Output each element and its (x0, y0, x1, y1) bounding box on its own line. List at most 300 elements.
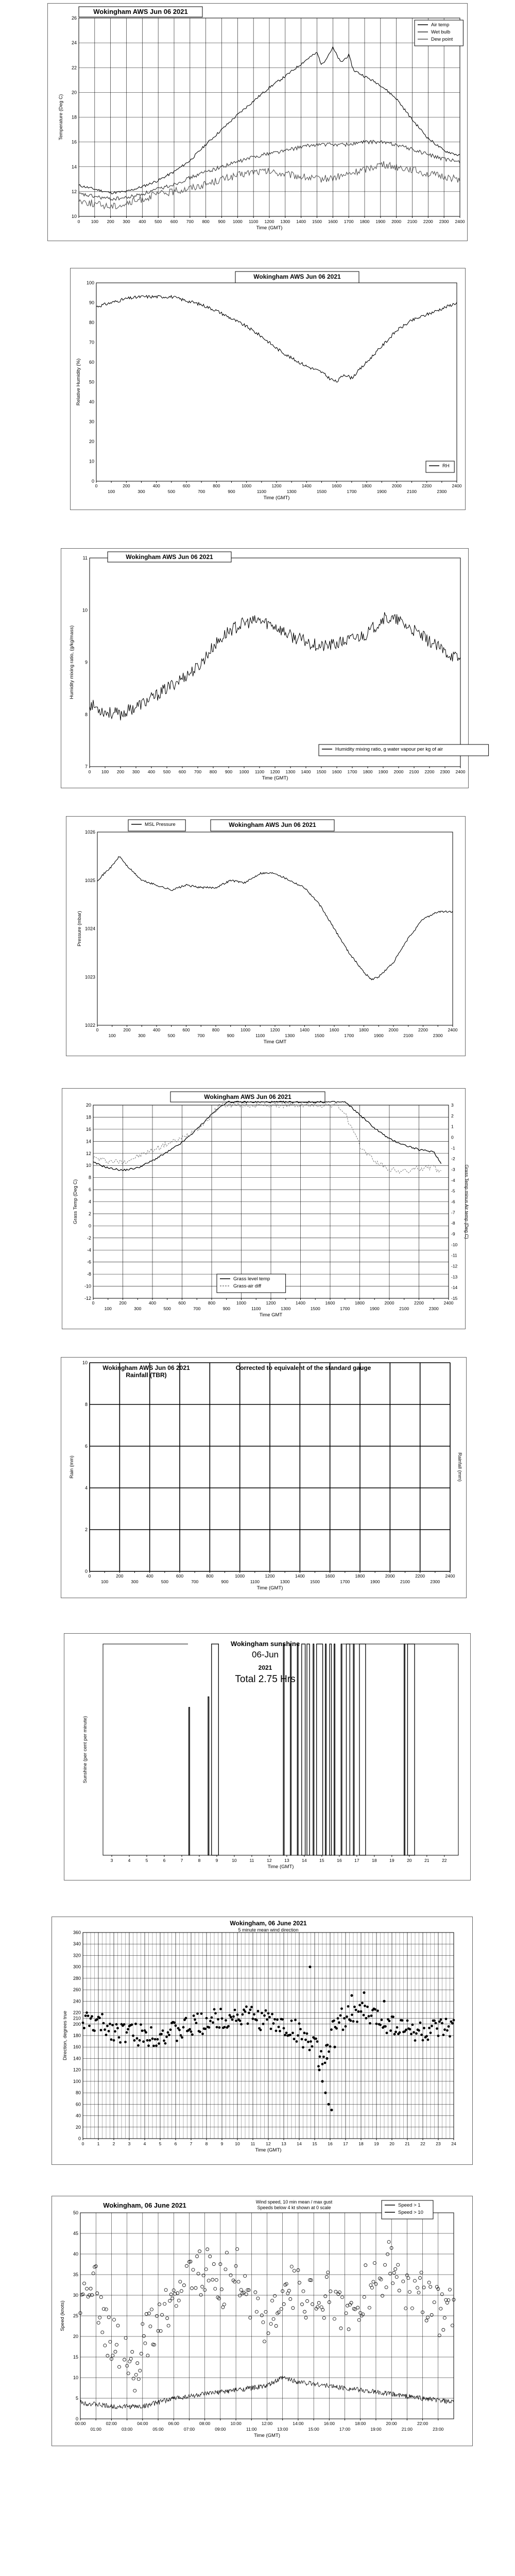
direction-point (401, 2019, 404, 2022)
direction-point (361, 2002, 364, 2004)
direction-point (405, 2028, 407, 2031)
y-tick-label: 1026 (84, 829, 95, 835)
direction-point (369, 2022, 371, 2025)
x-tick-label: 1100 (255, 1033, 265, 1038)
y-tick-label: 50 (89, 379, 94, 385)
y2-tick-label: -5 (451, 1188, 455, 1194)
y-tick-label: 210 (73, 2015, 81, 2021)
rainfall-chart (61, 1357, 467, 1598)
direction-point (260, 2029, 262, 2031)
direction-point (265, 2009, 267, 2012)
x-tick-label: 300 (131, 1579, 139, 1584)
x-tick-label: 1000 (232, 219, 243, 224)
direction-point (433, 2020, 436, 2022)
direction-point (290, 2020, 293, 2022)
x-tick-label: 17 (354, 1858, 359, 1863)
direction-point (140, 2023, 142, 2026)
x-tick-label: 8 (198, 1858, 201, 1863)
direction-point (101, 2013, 104, 2015)
x-tick-label: 400 (139, 219, 146, 224)
x-tick-label: 1100 (256, 489, 266, 494)
direction-point (111, 2024, 114, 2026)
x-tick-label: 0 (77, 219, 80, 224)
x-tick-label: 16:00 (323, 2421, 335, 2426)
direction-point (139, 2039, 141, 2042)
direction-point (270, 2028, 272, 2030)
direction-point (165, 2036, 168, 2038)
direction-point (249, 2009, 252, 2011)
direction-point (352, 2020, 355, 2023)
direction-point (430, 2031, 432, 2034)
x-tick-label: 300 (134, 1306, 142, 1311)
x-tick-label: 14 (297, 2141, 302, 2146)
x-tick-label: 1700 (340, 1306, 350, 1311)
direction-point (306, 2032, 308, 2035)
x-tick-label: 2100 (407, 489, 417, 494)
direction-point (436, 2027, 438, 2030)
chart-subtitle: Rainfall (TBR) (126, 1371, 167, 1379)
y-tick-label: 12 (71, 189, 77, 194)
chart-total: Total 2.75 Hrs (235, 1674, 296, 1685)
legend-label: MSL Pressure (145, 822, 176, 827)
direction-point (199, 2030, 201, 2033)
direction-point (268, 2016, 271, 2019)
direction-point (253, 2013, 255, 2015)
y-tick-label: 14 (71, 164, 77, 170)
x-tick-label: 12 (266, 2141, 271, 2146)
y2-tick-label: -3 (451, 1167, 455, 1172)
direction-point (328, 2050, 330, 2053)
x-tick-label: 21 (424, 1858, 430, 1863)
direction-point (388, 2020, 391, 2022)
direction-point (327, 2103, 330, 2106)
direction-point (438, 2021, 441, 2023)
x-tick-label: 16 (328, 2141, 333, 2146)
x-axis-label: Time (GMT) (263, 495, 290, 501)
direction-point (181, 2036, 183, 2039)
x-tick-label: 1400 (296, 219, 306, 224)
y-tick-label: 8 (84, 711, 88, 717)
x-tick-label: 2300 (439, 219, 449, 224)
direction-point (155, 2044, 158, 2047)
direction-point (337, 2017, 339, 2020)
y-tick-label: 60 (75, 2102, 81, 2107)
x-tick-label: 1500 (314, 1033, 324, 1038)
x-tick-label: 2300 (440, 769, 450, 774)
y-tick-label: 70 (89, 340, 94, 345)
direction-point (108, 2030, 110, 2032)
x-tick-label: 7 (180, 1858, 183, 1863)
y-tick-label: 20 (75, 2124, 81, 2130)
direction-point (141, 2029, 144, 2032)
x-tick-label: 18 (358, 2141, 364, 2146)
x-tick-label: 600 (176, 1573, 184, 1579)
direction-point (289, 2033, 291, 2036)
direction-point (381, 2019, 383, 2021)
direction-point (298, 2022, 301, 2025)
x-tick-label: 2100 (407, 219, 417, 224)
direction-point (383, 2000, 385, 2003)
direction-point (301, 2038, 303, 2041)
y-tick-label: 1025 (84, 877, 95, 883)
y-tick-label: 100 (73, 2078, 81, 2084)
x-axis-label: Time GMT (259, 1312, 283, 1318)
x-tick-label: 1700 (347, 769, 357, 774)
x-tick-label: 500 (154, 219, 162, 224)
y-tick-label: 10 (71, 214, 77, 219)
direction-point (160, 2033, 163, 2036)
direction-point (276, 2019, 279, 2021)
direction-point (320, 2050, 322, 2053)
x-tick-label: 0 (88, 769, 91, 774)
x-tick-label: 1600 (332, 769, 342, 774)
chart-title: Wokingham AWS Jun 06 2021 (253, 273, 341, 280)
y-tick-label: 24 (71, 40, 77, 46)
x-axis-label: Time (GMT) (254, 2433, 280, 2438)
direction-point (162, 2029, 164, 2032)
direction-point (319, 2055, 321, 2058)
direction-point (240, 2023, 243, 2026)
direction-point (316, 2040, 319, 2043)
direction-point (133, 2039, 136, 2042)
y-tick-label: 7 (84, 764, 88, 769)
direction-point (419, 2022, 422, 2024)
direction-point (317, 2065, 320, 2067)
direction-point (302, 2046, 304, 2048)
direction-point (105, 2033, 108, 2036)
x-tick-label: 2200 (414, 1300, 424, 1306)
direction-point (180, 2034, 182, 2037)
direction-point (209, 2020, 212, 2022)
direction-point (235, 2020, 237, 2022)
x-tick-label: 11 (249, 1858, 254, 1863)
wind-direction-chart-svg (52, 1917, 473, 2165)
y-tick-label: 120 (73, 2067, 81, 2073)
direction-point (340, 2007, 343, 2010)
x-tick-label: 14:00 (293, 2421, 304, 2426)
direction-point (351, 2013, 353, 2016)
chart-annotation: Corrected to equivalent of the standard gauge (235, 1364, 371, 1371)
temperature-chart (47, 3, 468, 241)
x-tick-label: 18:00 (355, 2421, 366, 2426)
x-tick-label: 9 (215, 1858, 218, 1863)
direction-point (358, 2004, 361, 2006)
x-tick-label: 700 (191, 1579, 199, 1584)
x-tick-label: 6 (174, 2141, 177, 2146)
direction-point (216, 2026, 218, 2028)
direction-point (150, 2026, 152, 2029)
x-tick-label: 2400 (448, 1027, 458, 1032)
direction-point (396, 2026, 399, 2029)
direction-point (225, 2019, 227, 2022)
direction-point (315, 2038, 317, 2040)
direction-point (330, 2028, 333, 2031)
x-tick-label: 300 (138, 1033, 146, 1038)
x-tick-label: 3 (128, 2141, 131, 2146)
direction-point (87, 2014, 90, 2017)
direction-point (245, 2006, 248, 2008)
direction-point (132, 2035, 134, 2037)
sunshine-chart-svg (64, 1634, 471, 1881)
direction-point (350, 2020, 352, 2022)
x-tick-label: 600 (178, 769, 186, 774)
y-tick-label: 2 (84, 1527, 88, 1532)
x-tick-label: 400 (147, 769, 156, 774)
y-tick-label: 160 (73, 2044, 81, 2050)
x-tick-label: 300 (132, 769, 140, 774)
x-tick-label: 13 (284, 1858, 289, 1863)
y-tick-label: 16 (71, 139, 77, 145)
y-axis-label: Temperature (Deg C) (58, 94, 64, 141)
y-tick-label: 4 (88, 1199, 91, 1205)
y-tick-label: 80 (75, 2090, 81, 2096)
direction-point (374, 2008, 376, 2011)
direction-point (168, 2033, 170, 2036)
x-tick-label: 22 (442, 1858, 447, 1863)
y-tick-label: -10 (84, 1283, 91, 1289)
x-tick-label: 700 (194, 769, 202, 774)
x-tick-label: 700 (197, 1033, 205, 1038)
direction-point (218, 2026, 221, 2029)
direction-point (420, 2033, 423, 2036)
direction-point (425, 2035, 428, 2038)
direction-point (322, 2056, 325, 2058)
x-tick-label: 1800 (362, 483, 372, 488)
direction-point (88, 2025, 91, 2027)
direction-point (310, 2040, 312, 2043)
x-tick-label: 600 (182, 1027, 190, 1032)
direction-point (123, 2023, 126, 2026)
direction-point (368, 2015, 370, 2018)
x-tick-label: 11:00 (246, 2427, 257, 2432)
x-tick-label: 24 (451, 2141, 456, 2146)
humidity-chart (70, 268, 466, 510)
legend-label: Wet bulb (431, 29, 451, 35)
direction-point (427, 2039, 430, 2041)
direction-point (262, 2023, 265, 2025)
x-tick-label: 3 (110, 1858, 113, 1863)
x-tick-label: 08:00 (199, 2421, 211, 2426)
y-tick-label: 6 (84, 1444, 88, 1449)
chart-annotation: Speeds below 4 kt shown at 0 scale (257, 2205, 331, 2210)
mixing-ratio-chart-svg (61, 549, 469, 789)
x-tick-label: 800 (202, 219, 210, 224)
x-tick-label: 900 (222, 1306, 230, 1311)
sunshine-chart (64, 1633, 471, 1880)
y-tick-label: 80 (89, 320, 94, 325)
legend-label: Speed > 10 (398, 2210, 423, 2215)
chart-subtitle: Wind speed, 10 min mean / max gust (255, 2199, 333, 2205)
y-tick-label: -12 (84, 1296, 91, 1301)
y-tick-label: 20 (89, 439, 94, 444)
direction-point (227, 2025, 230, 2027)
x-tick-label: 600 (182, 483, 191, 488)
x-tick-label: 1400 (295, 1573, 305, 1579)
direction-point (248, 2012, 250, 2014)
x-tick-label: 600 (170, 219, 178, 224)
y2-tick-label: -7 (451, 1210, 455, 1215)
x-tick-label: 800 (206, 1573, 214, 1579)
direction-point (370, 2014, 373, 2017)
x-tick-label: 21:00 (401, 2427, 413, 2432)
direction-point (257, 2010, 260, 2012)
direction-point (273, 2018, 276, 2021)
direction-point (347, 2005, 350, 2008)
direction-point (167, 2031, 169, 2034)
x-tick-label: 1200 (270, 1027, 280, 1032)
x-tick-label: 10 (235, 2141, 240, 2146)
direction-point (164, 2042, 167, 2045)
x-tick-label: 1600 (325, 1300, 335, 1306)
y-tick-label: -6 (87, 1259, 91, 1265)
x-tick-label: 2000 (391, 483, 402, 488)
direction-point (211, 2016, 213, 2019)
x-axis-label: Time (GMT) (267, 1864, 294, 1870)
direction-point (308, 2049, 311, 2052)
x-tick-label: 900 (221, 1579, 229, 1584)
y-tick-label: 30 (89, 419, 94, 425)
x-tick-label: 1100 (249, 219, 259, 224)
x-tick-label: 09:00 (215, 2427, 226, 2432)
direction-point (428, 2027, 431, 2029)
x-tick-label: 1400 (300, 1027, 310, 1032)
direction-point (154, 2038, 157, 2041)
direction-point (293, 2038, 296, 2040)
y-tick-label: 10 (89, 459, 94, 464)
direction-point (393, 2033, 396, 2036)
y-tick-label: 22 (71, 65, 77, 71)
direction-point (321, 2080, 323, 2082)
x-tick-label: 1300 (285, 1033, 295, 1038)
direction-point (357, 2010, 360, 2013)
direction-point (376, 2009, 379, 2012)
direction-point (339, 2014, 342, 2017)
x-tick-label: 2100 (399, 1306, 409, 1311)
direction-point (110, 2038, 113, 2041)
direction-point (217, 2018, 219, 2021)
x-tick-label: 1000 (241, 1027, 250, 1032)
y-tick-label: 18 (71, 114, 77, 120)
x-tick-label: 2200 (422, 483, 432, 488)
x-tick-label: 6 (163, 1858, 166, 1863)
direction-point (176, 2040, 178, 2042)
direction-point (291, 2032, 294, 2035)
x-tick-label: 2100 (400, 1579, 410, 1584)
x-tick-label: 1500 (310, 1306, 320, 1311)
y-tick-label: 90 (89, 300, 94, 306)
direction-point (173, 2021, 176, 2024)
grass-temp-chart (62, 1088, 469, 1329)
x-tick-label: 1000 (242, 483, 252, 488)
x-tick-label: 1800 (359, 219, 370, 224)
x-axis-label: Time (GMT) (255, 2147, 282, 2153)
x-tick-label: 1800 (359, 1027, 369, 1032)
direction-point (244, 2010, 247, 2013)
direction-point (275, 2029, 278, 2032)
direction-point (82, 2022, 84, 2024)
direction-point (149, 2039, 151, 2042)
y2-tick-label: -10 (451, 1242, 458, 1247)
x-tick-label: 200 (116, 769, 125, 774)
y2-axis-label: Rainfall (mm) (457, 1452, 462, 1482)
x-tick-label: 18 (372, 1858, 377, 1863)
direction-point (126, 2031, 128, 2034)
direction-point (360, 2010, 363, 2013)
x-tick-label: 2000 (393, 769, 404, 774)
direction-point (442, 2033, 445, 2036)
x-tick-label: 17 (343, 2141, 348, 2146)
x-tick-label: 100 (108, 489, 115, 494)
x-tick-label: 5 (159, 2141, 162, 2146)
direction-point (329, 2045, 332, 2048)
y-tick-label: 220 (73, 2010, 81, 2015)
direction-point (205, 2017, 208, 2020)
y-tick-label: -4 (87, 1247, 91, 1253)
direction-point (333, 2020, 335, 2022)
x-tick-label: 1400 (296, 1300, 305, 1306)
x-tick-label: 1 (97, 2141, 100, 2146)
x-tick-label: 2100 (409, 769, 419, 774)
y-axis-label: Relative Humidity (%) (76, 358, 81, 406)
y-tick-label: 2 (88, 1211, 91, 1216)
direction-point (411, 2023, 414, 2026)
y-tick-label: 10 (85, 1163, 91, 1168)
direction-point (214, 2012, 217, 2014)
x-tick-label: 11 (250, 2141, 255, 2146)
direction-point (267, 2012, 270, 2014)
x-tick-label: 1300 (285, 769, 296, 774)
x-tick-label: 2300 (430, 1579, 440, 1584)
y-tick-label: 10 (82, 1360, 88, 1365)
y-tick-label: 4 (84, 1485, 88, 1490)
direction-point (152, 2045, 155, 2047)
x-tick-label: 1700 (344, 219, 354, 224)
y2-tick-label: 2 (451, 1113, 454, 1118)
direction-point (194, 2019, 196, 2021)
direction-point (379, 2024, 382, 2026)
humidity-chart-svg (71, 268, 466, 511)
legend-label: Grass-air diff (233, 1283, 262, 1289)
direction-point (278, 2026, 280, 2028)
direction-point (431, 2025, 433, 2027)
x-tick-label: 0 (81, 2141, 84, 2146)
direction-point (163, 2040, 165, 2042)
chart-title: Wokingham AWS Jun 06 2021 (102, 1364, 190, 1371)
direction-point (308, 1965, 311, 1968)
chart-subtitle: 5 minute mean wind direction (238, 1927, 299, 1933)
direction-point (363, 2014, 365, 2016)
x-tick-label: 9 (220, 2141, 224, 2146)
direction-point (169, 2028, 172, 2031)
x-tick-label: 100 (91, 219, 98, 224)
direction-point (443, 2028, 446, 2031)
x-tick-label: 200 (107, 219, 114, 224)
y-tick-label: 8 (88, 1175, 91, 1180)
x-tick-label: 15 (312, 2141, 317, 2146)
chart-title: Wokingham, 06 June 2021 (103, 2201, 186, 2209)
x-tick-label: 4 (143, 2141, 146, 2146)
x-tick-label: 100 (104, 1306, 112, 1311)
direction-point (307, 2041, 310, 2043)
direction-point (449, 2035, 451, 2038)
x-tick-label: 14 (302, 1858, 307, 1863)
x-tick-label: 2000 (391, 219, 402, 224)
direction-point (106, 2025, 109, 2027)
x-tick-label: 8 (205, 2141, 208, 2146)
y-tick-label: 18 (85, 1114, 91, 1120)
x-tick-label: 16 (337, 1858, 342, 1863)
plot-area (90, 558, 460, 767)
